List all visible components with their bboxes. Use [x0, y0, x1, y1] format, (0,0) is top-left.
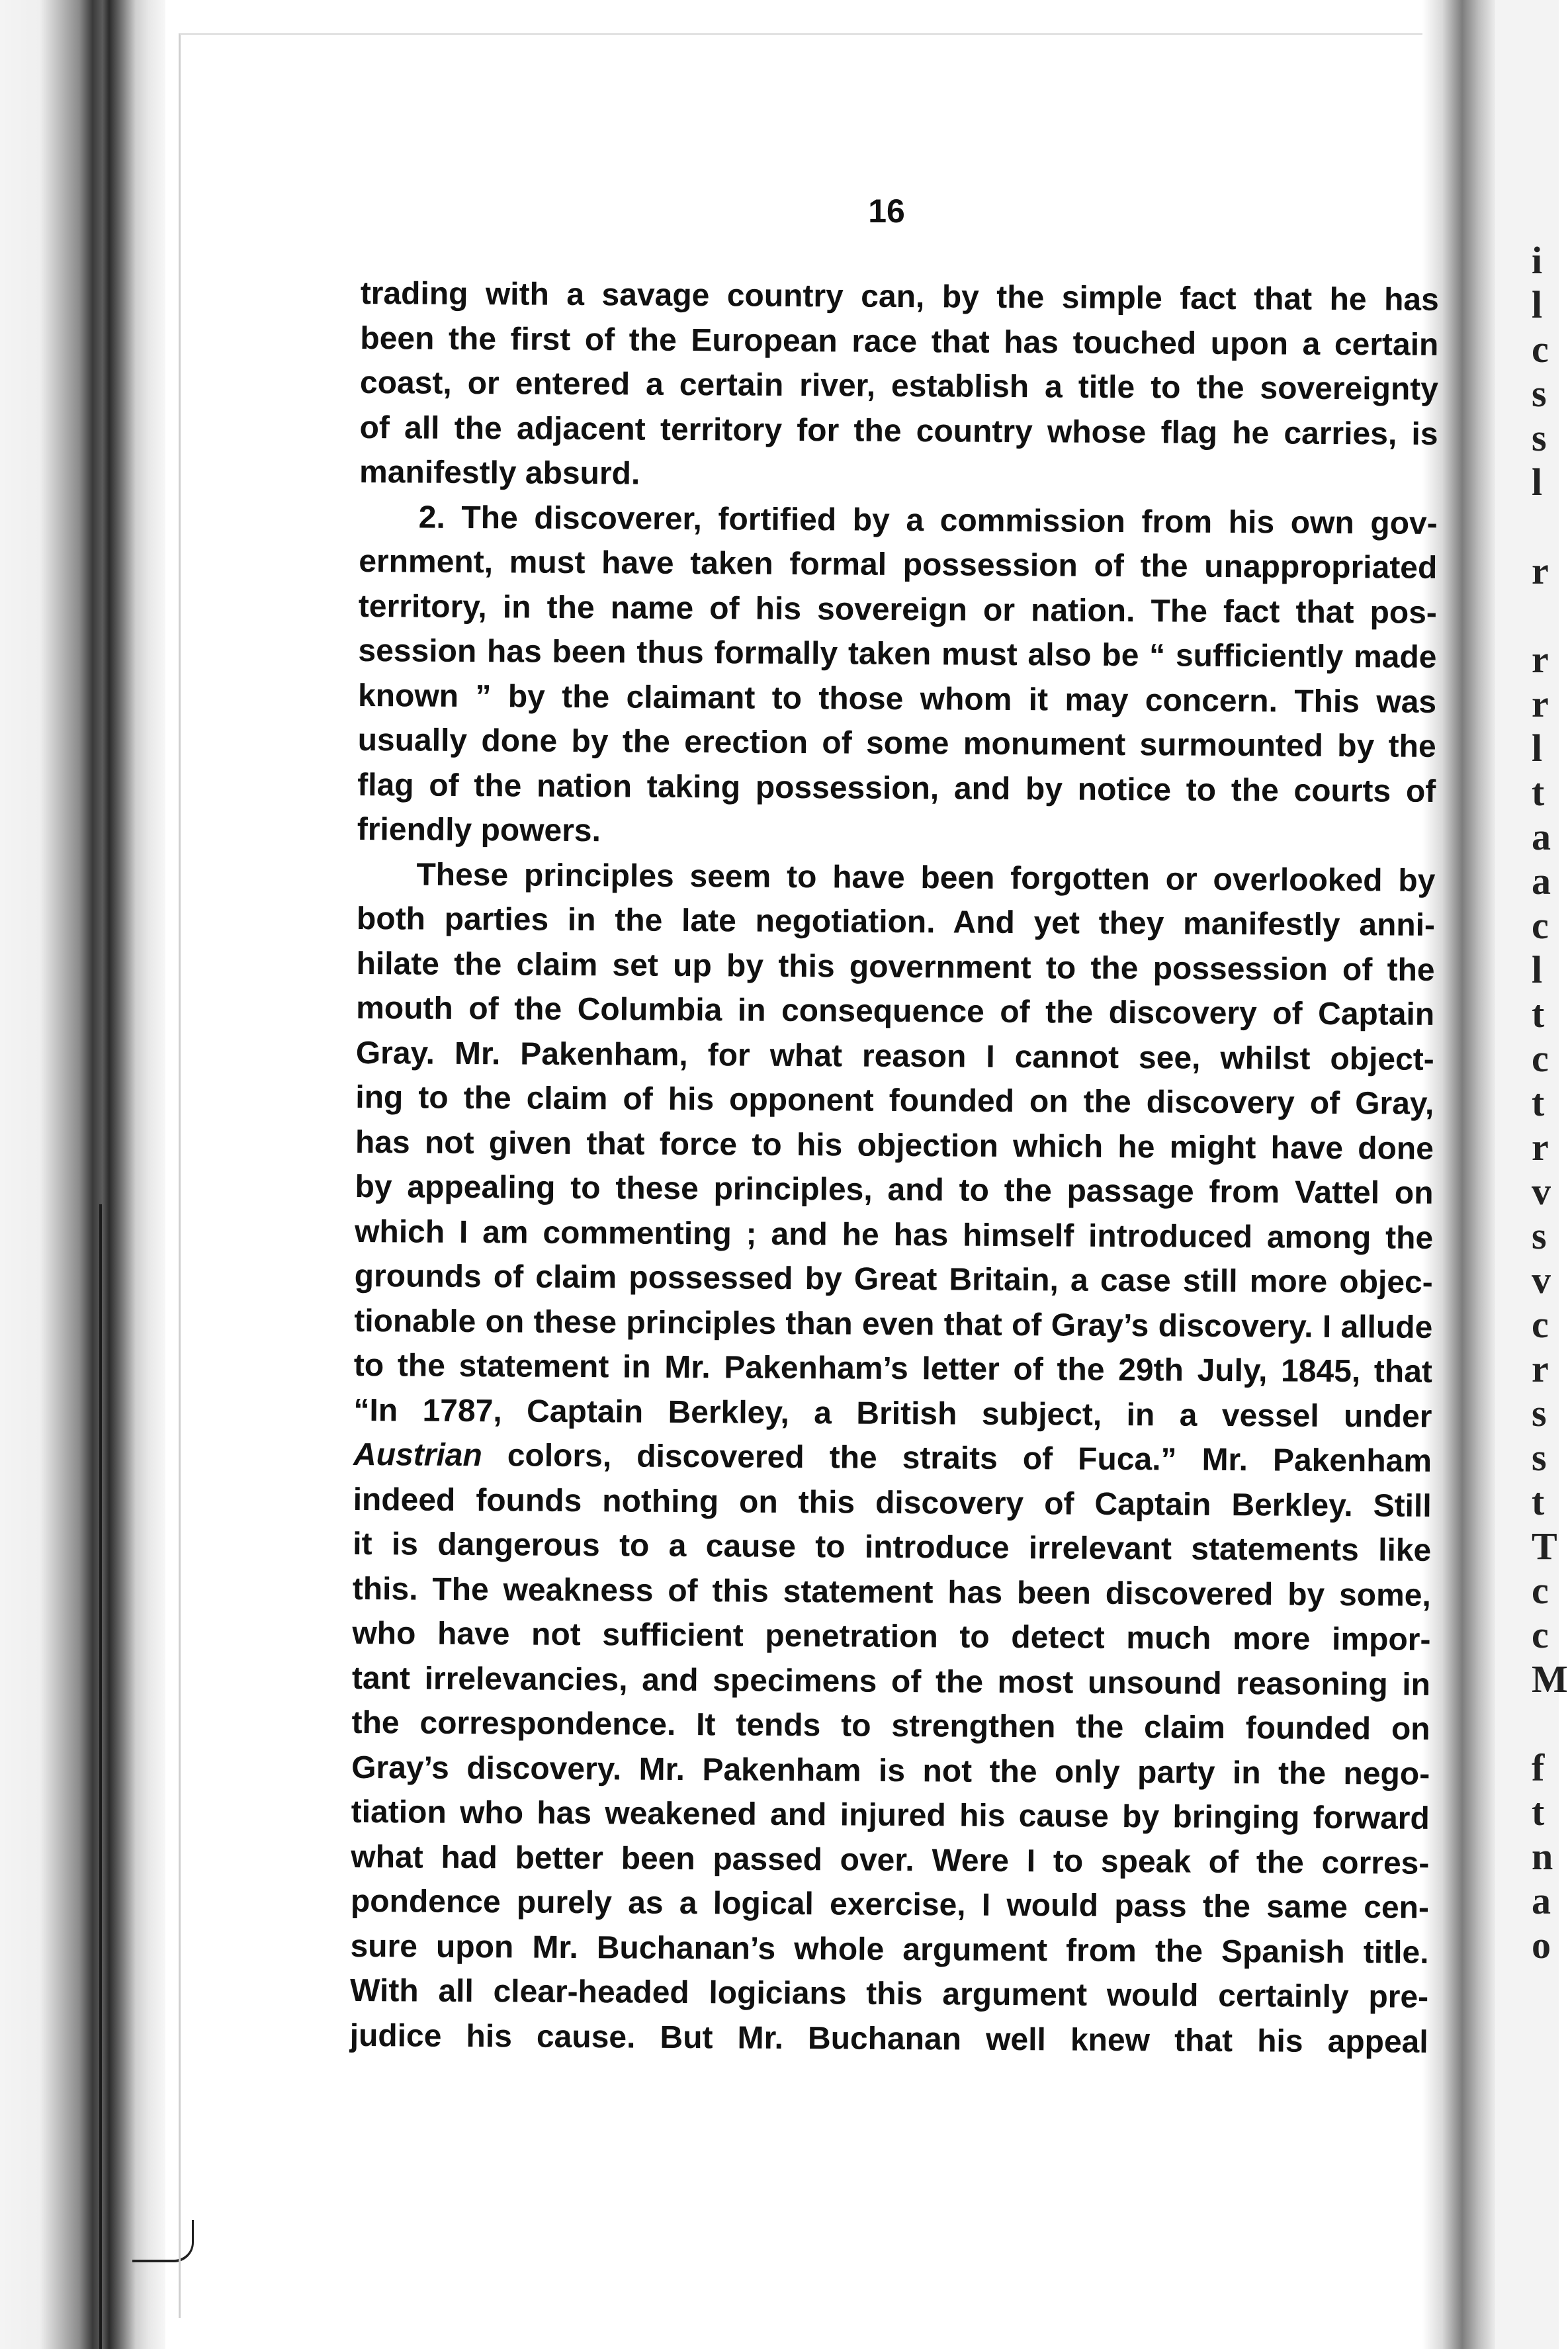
- text-line: manifestly absurd.: [359, 454, 640, 492]
- text-line: tiation who has weakened and injured his cause by bringing forward: [351, 1794, 1430, 1836]
- text-line: it is dangerous to a cause to introduce irrelevant statements like: [353, 1526, 1432, 1568]
- facing-page-glyph: v: [1532, 1170, 1551, 1213]
- facing-page-glyph: s: [1532, 372, 1547, 415]
- text-line: usually done by the erection of some monument surmounted by the: [357, 722, 1436, 764]
- text-line: tant irrelevancies, and specimens of the most unsound reasoning in: [351, 1660, 1431, 1703]
- text-line: “In 1787, Captain Berkley, a British subject, in a vessel under: [353, 1392, 1432, 1435]
- facing-page-glyph: M: [1532, 1658, 1568, 1701]
- facing-page-glyph: T: [1532, 1525, 1557, 1568]
- text-line: hilate the claim set up by this government to the possession of the: [356, 946, 1435, 988]
- facing-page-glyph: r: [1532, 1347, 1549, 1390]
- facing-page-text-fragments: [1532, 238, 1568, 1967]
- facing-page-glyph: l: [1532, 948, 1543, 991]
- facing-page-glyph: i: [1532, 239, 1543, 282]
- facing-page-glyph: t: [1532, 993, 1545, 1036]
- text-line: has not given that force to his objection which he might have done: [355, 1124, 1434, 1167]
- facing-page-glyph: r: [1532, 549, 1549, 592]
- italic-word: Austrian: [353, 1437, 482, 1474]
- text-line: been the first of the European race that has touched upon a certain: [360, 320, 1439, 363]
- facing-page-glyph: [1532, 504, 1558, 549]
- text-line: by appealing to these principles, and to the passage from Vattel on: [355, 1169, 1434, 1211]
- facing-page-glyph: l: [1532, 283, 1543, 326]
- text-line: grounds of claim possessed by Great Britain, a case still more objec-: [354, 1258, 1433, 1300]
- text-line: Gray. Mr. Pakenham, for what reason I cannot see, whilst object-: [355, 1035, 1434, 1077]
- facing-page-glyph: a: [1532, 860, 1551, 903]
- text-line: territory, in the name of his sovereign or nation. The fact that pos-: [358, 588, 1438, 631]
- text-line: tionable on these principles than even that of Gray’s discovery. I allude: [354, 1303, 1433, 1345]
- text-line: ing to the claim of his opponent founded on the discovery of Gray,: [355, 1079, 1434, 1122]
- text-line: session has been thus formally taken must also be “ sufficiently made: [358, 633, 1437, 675]
- text-line: These principles seem to have been forgotten or overlooked by: [416, 857, 1436, 899]
- text-line: indeed founds nothing on this discovery of Captain Berkley. Still: [353, 1482, 1432, 1524]
- facing-page-glyph: t: [1532, 1791, 1545, 1834]
- facing-page-glyph: s: [1532, 1436, 1547, 1479]
- facing-page-glyph: o: [1532, 1924, 1551, 1967]
- text-line: who have not sufficient penetration to detect much more impor-: [352, 1615, 1431, 1658]
- facing-page-glyph: n: [1532, 1835, 1553, 1878]
- facing-page-glyph: c: [1532, 1569, 1549, 1612]
- facing-page-glyph: s: [1532, 1214, 1547, 1257]
- text-line: known ” by the claimant to those whom it may concern. This was: [357, 678, 1437, 720]
- binding-shadow-line: [99, 1204, 102, 2349]
- facing-page-glyph: c: [1532, 1613, 1549, 1656]
- text-line: With all clear-headed logicians this argument would certainly pre-: [349, 1972, 1429, 2015]
- text-line: ernment, must have taken formal possession of the unappropriated: [359, 543, 1438, 586]
- text-line: judice his cause. But Mr. Buchanan well knew that his appeal: [349, 2017, 1428, 2060]
- facing-page-glyph: c: [1532, 1037, 1549, 1080]
- book-binding-gutter: [0, 0, 165, 2349]
- text-line: friendly powers.: [357, 811, 601, 849]
- text-line: mouth of the Columbia in consequence of the discovery of Captain: [356, 990, 1435, 1032]
- facing-page-glyph: t: [1532, 771, 1545, 814]
- text-line: this. The weakness of this statement has been discovered by some,: [352, 1571, 1431, 1613]
- facing-page-glyph: a: [1532, 815, 1551, 858]
- facing-page-glyph: r: [1532, 1126, 1549, 1169]
- text-line: Gray’s discovery. Mr. Pakenham is not the only party in the nego-: [351, 1750, 1430, 1792]
- facing-page-glyph: s: [1532, 1392, 1547, 1435]
- facing-page-glyph: [1532, 593, 1558, 637]
- text-line: the correspondence. It tends to strengthen the claim founded on: [351, 1705, 1430, 1747]
- text-line: pondence purely as a logical exercise, I would pass the same cen-: [350, 1883, 1430, 1926]
- text-line: what had better been passed over. Were I to speak of the corres-: [351, 1839, 1430, 1881]
- text-line: to the statement in Mr. Pakenham’s letter of the 29th July, 1845, that: [353, 1347, 1433, 1390]
- text-line: flag of the nation taking possession, and by notice to the courts of: [357, 767, 1436, 809]
- facing-page-glyph: l: [1532, 727, 1543, 770]
- text-line-remainder: colors, discovered the straits of Fuca.” Mr. Pakenham: [507, 1438, 1432, 1479]
- text-line: of all the adjacent territory for the country whose flag he carries, is: [359, 410, 1438, 452]
- facing-page-glyph: f: [1532, 1746, 1545, 1789]
- facing-page-glyph: [1532, 1701, 1558, 1746]
- facing-page-glyph: r: [1532, 682, 1549, 725]
- facing-page-glyph: t: [1532, 1480, 1545, 1523]
- facing-page-glyph: s: [1532, 416, 1547, 459]
- text-line: sure upon Mr. Buchanan’s whole argument from the Spanish title.: [350, 1928, 1429, 1971]
- facing-page-glyph: l: [1532, 461, 1543, 504]
- facing-page-glyph: r: [1532, 638, 1549, 681]
- text-line-with-italic: [353, 1433, 1432, 1484]
- text-line: 2. The discoverer, fortified by a commission from his own gov-: [418, 500, 1438, 541]
- body-text: [350, 271, 1439, 2064]
- facing-page-glyph: c: [1532, 904, 1549, 947]
- text-line: which I am commenting ; and he has himself introduced among the: [354, 1214, 1434, 1256]
- facing-page-glyph: a: [1532, 1879, 1551, 1922]
- text-line: coast, or entered a certain river, establish a title to the sovereignty: [359, 365, 1439, 407]
- facing-page-glyph: c: [1532, 1303, 1549, 1346]
- page-number: 16: [868, 193, 905, 230]
- text-line: trading with a savage country can, by the simple fact that he has: [360, 275, 1439, 318]
- text-line: both parties in the late negotiation. And yet they manifestly anni-: [356, 901, 1436, 943]
- facing-page-glyph: t: [1532, 1081, 1545, 1124]
- facing-page-glyph: v: [1532, 1259, 1551, 1302]
- facing-page-glyph: c: [1532, 328, 1549, 371]
